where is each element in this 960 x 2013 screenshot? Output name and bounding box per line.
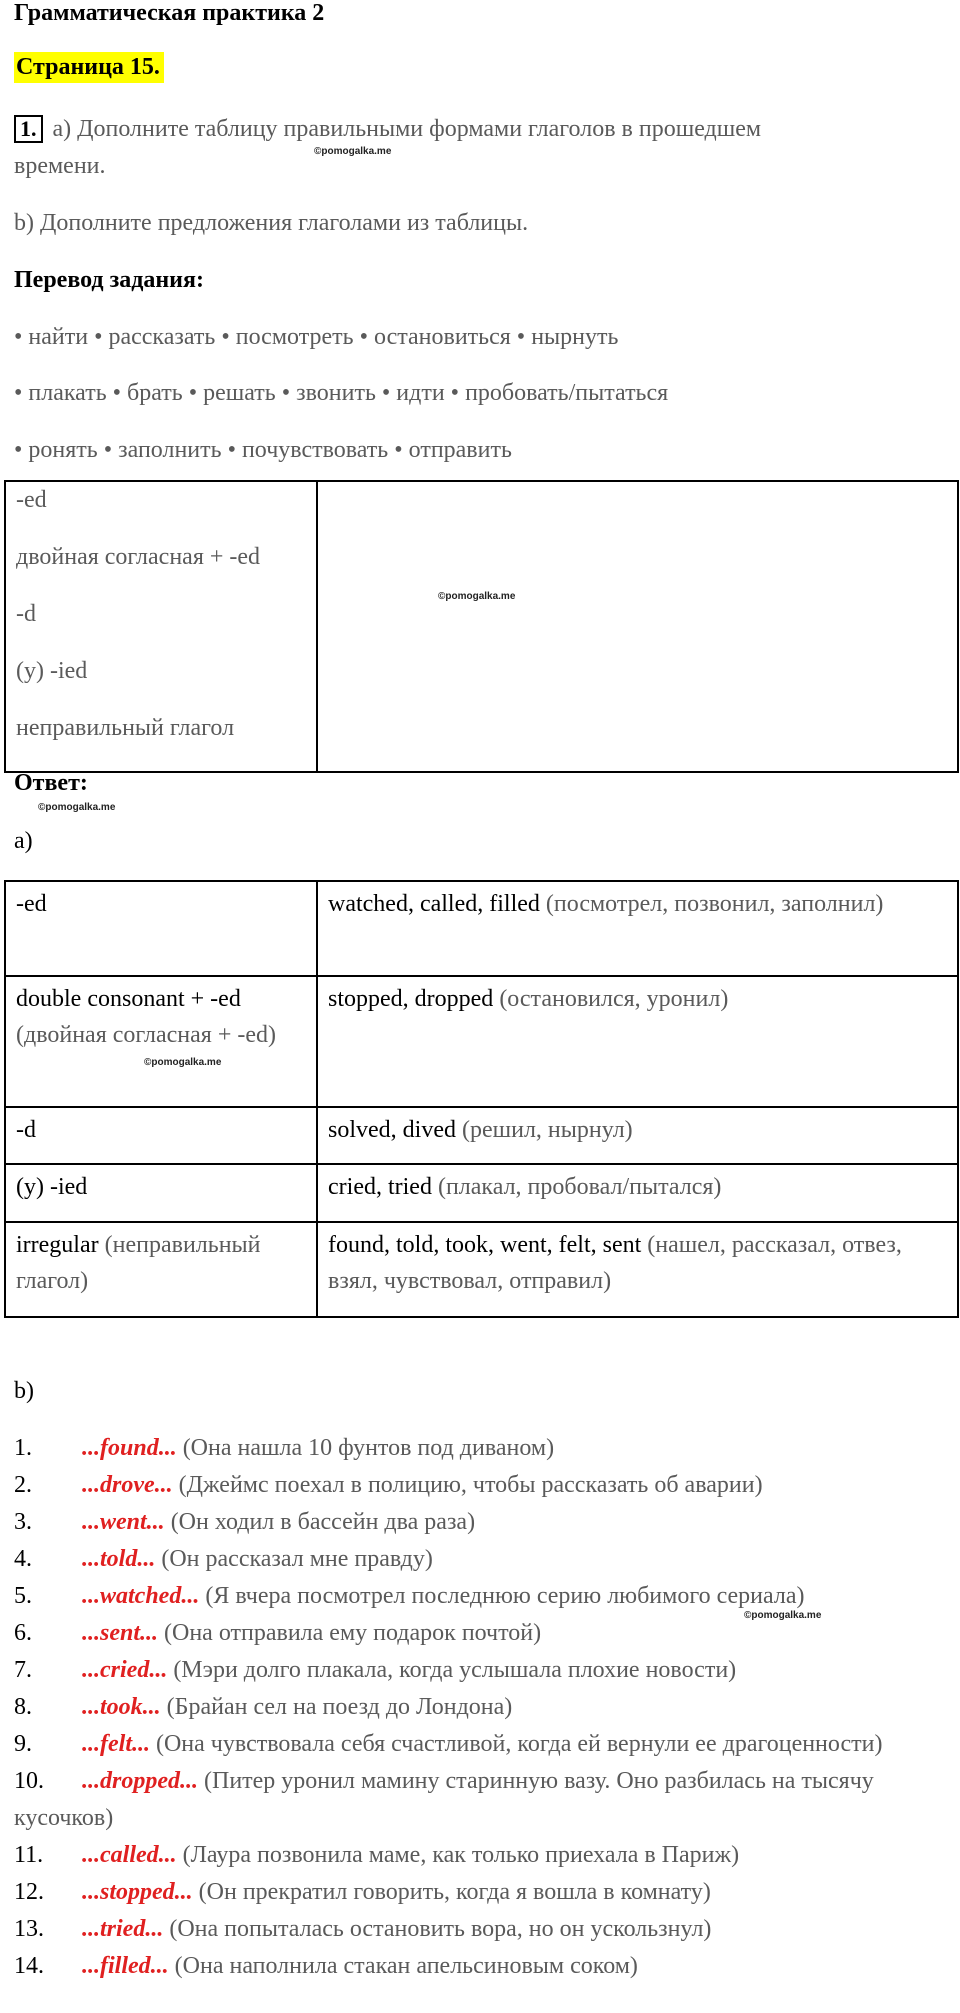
task-table-empty-cell <box>317 481 958 772</box>
list-item: 11. ...called... (Лаура позвонила маме, как только приехала в Париж) <box>14 1842 740 1868</box>
list-item: 7. ...cried... (Мэри долго плакала, когда услышала плохие новости) <box>14 1657 737 1683</box>
verbs-cell: stopped, dropped (остановился, уронил) <box>317 976 958 1107</box>
page-title: Грамматическая практика 2 <box>14 0 325 26</box>
watermark: ©pomogalka.me <box>744 1610 822 1621</box>
verbs-cell: found, told, took, went, felt, sent (нашел, рассказал, отвез, взял, чувствовал, отправил) <box>317 1222 958 1317</box>
list-item: 14. ...filled... (Она наполнила стакан апельсиновым соком) <box>14 1953 638 1979</box>
word-line-2: • плакать • брать • решать • звонить • идти • пробовать/пытаться <box>14 380 669 406</box>
task-a-text: a) Дополните таблицу правильными формами глаголов в прошедшем <box>52 116 762 142</box>
watermark: ©pomogalka.me <box>438 591 516 602</box>
category-item: -ed <box>16 487 47 513</box>
verbs-cell: solved, dived (решил, нырнул) <box>317 1107 958 1164</box>
list-item: 1. ...found... (Она нашла 10 фунтов под диваном) <box>14 1435 555 1461</box>
watermark: ©pomogalka.me <box>38 802 116 813</box>
list-item: 9. ...felt... (Она чувствовала себя счастливой, когда ей вернули ее драгоценности) <box>14 1731 883 1757</box>
task-b-text: b) Дополните предложения глаголами из таблицы. <box>14 210 529 236</box>
answer-heading: Ответ: <box>14 770 88 796</box>
word-line-3: • ронять • заполнить • почувствовать • отправить <box>14 437 512 463</box>
answer-table <box>4 880 959 1318</box>
category-cell: double consonant + -ed (двойная согласная + -ed) <box>5 976 317 1107</box>
task-a-line <box>14 111 761 147</box>
list-item: 10. ...dropped... (Питер уронил мамину старинную вазу. Оно разбилась на тысячу кусочков) <box>14 1768 874 1831</box>
translation-heading: Перевод задания: <box>14 267 204 293</box>
list-item: 5. ...watched... (Я вчера посмотрел последнюю серию любимого сериала) <box>14 1583 805 1609</box>
category-item: -d <box>16 601 36 627</box>
answer-b-label: b) <box>14 1378 34 1404</box>
category-cell: -ed <box>5 881 317 976</box>
list-item: 13. ...tried... (Она попыталась остановить вора, но он ускользнул) <box>14 1916 712 1942</box>
category-item: (y) -ied <box>16 658 88 684</box>
page-number-heading: Страница 15. <box>14 52 164 83</box>
task-a-text-cont: времени. <box>14 153 106 179</box>
verbs-cell: watched, called, filled (посмотрел, позвонил, заполнил) <box>317 881 958 976</box>
list-item: 8. ...took... (Брайан сел на поезд до Лондона) <box>14 1694 513 1720</box>
list-item: 6. ...sent... (Она отправила ему подарок почтой) <box>14 1620 542 1646</box>
table-row <box>5 1222 958 1317</box>
table-row <box>5 881 958 976</box>
table-row <box>5 1164 958 1222</box>
list-item: 3. ...went... (Он ходил в бассейн два раза) <box>14 1509 476 1535</box>
sentence-list <box>14 1430 954 1985</box>
watermark: ©pomogalka.me <box>314 146 392 157</box>
task-table <box>4 480 959 773</box>
task-number: 1. <box>14 115 43 143</box>
verbs-cell: cried, tried (плакал, пробовал/пытался) <box>317 1164 958 1222</box>
category-cell: (y) -ied <box>5 1164 317 1222</box>
list-item: 2. ...drove... (Джеймс поехал в полицию, чтобы рассказать об аварии) <box>14 1472 763 1498</box>
category-item: неправильный глагол <box>16 715 235 741</box>
table-row <box>5 976 958 1107</box>
word-line-1: • найти • рассказать • посмотреть • остановиться • нырнуть <box>14 324 619 350</box>
answer-a-label: a) <box>14 828 33 854</box>
list-item: 4. ...told... (Он рассказал мне правду) <box>14 1546 433 1572</box>
table-row <box>5 1107 958 1164</box>
category-item: двойная согласная + -ed <box>16 544 261 570</box>
category-cell: -d <box>5 1107 317 1164</box>
list-item: 12. ...stopped... (Он прекратил говорить, когда я вошла в комнату) <box>14 1879 711 1905</box>
category-cell: irregular (неправильный глагол) <box>5 1222 317 1317</box>
watermark: ©pomogalka.me <box>144 1057 222 1068</box>
task-table-categories <box>5 481 317 772</box>
